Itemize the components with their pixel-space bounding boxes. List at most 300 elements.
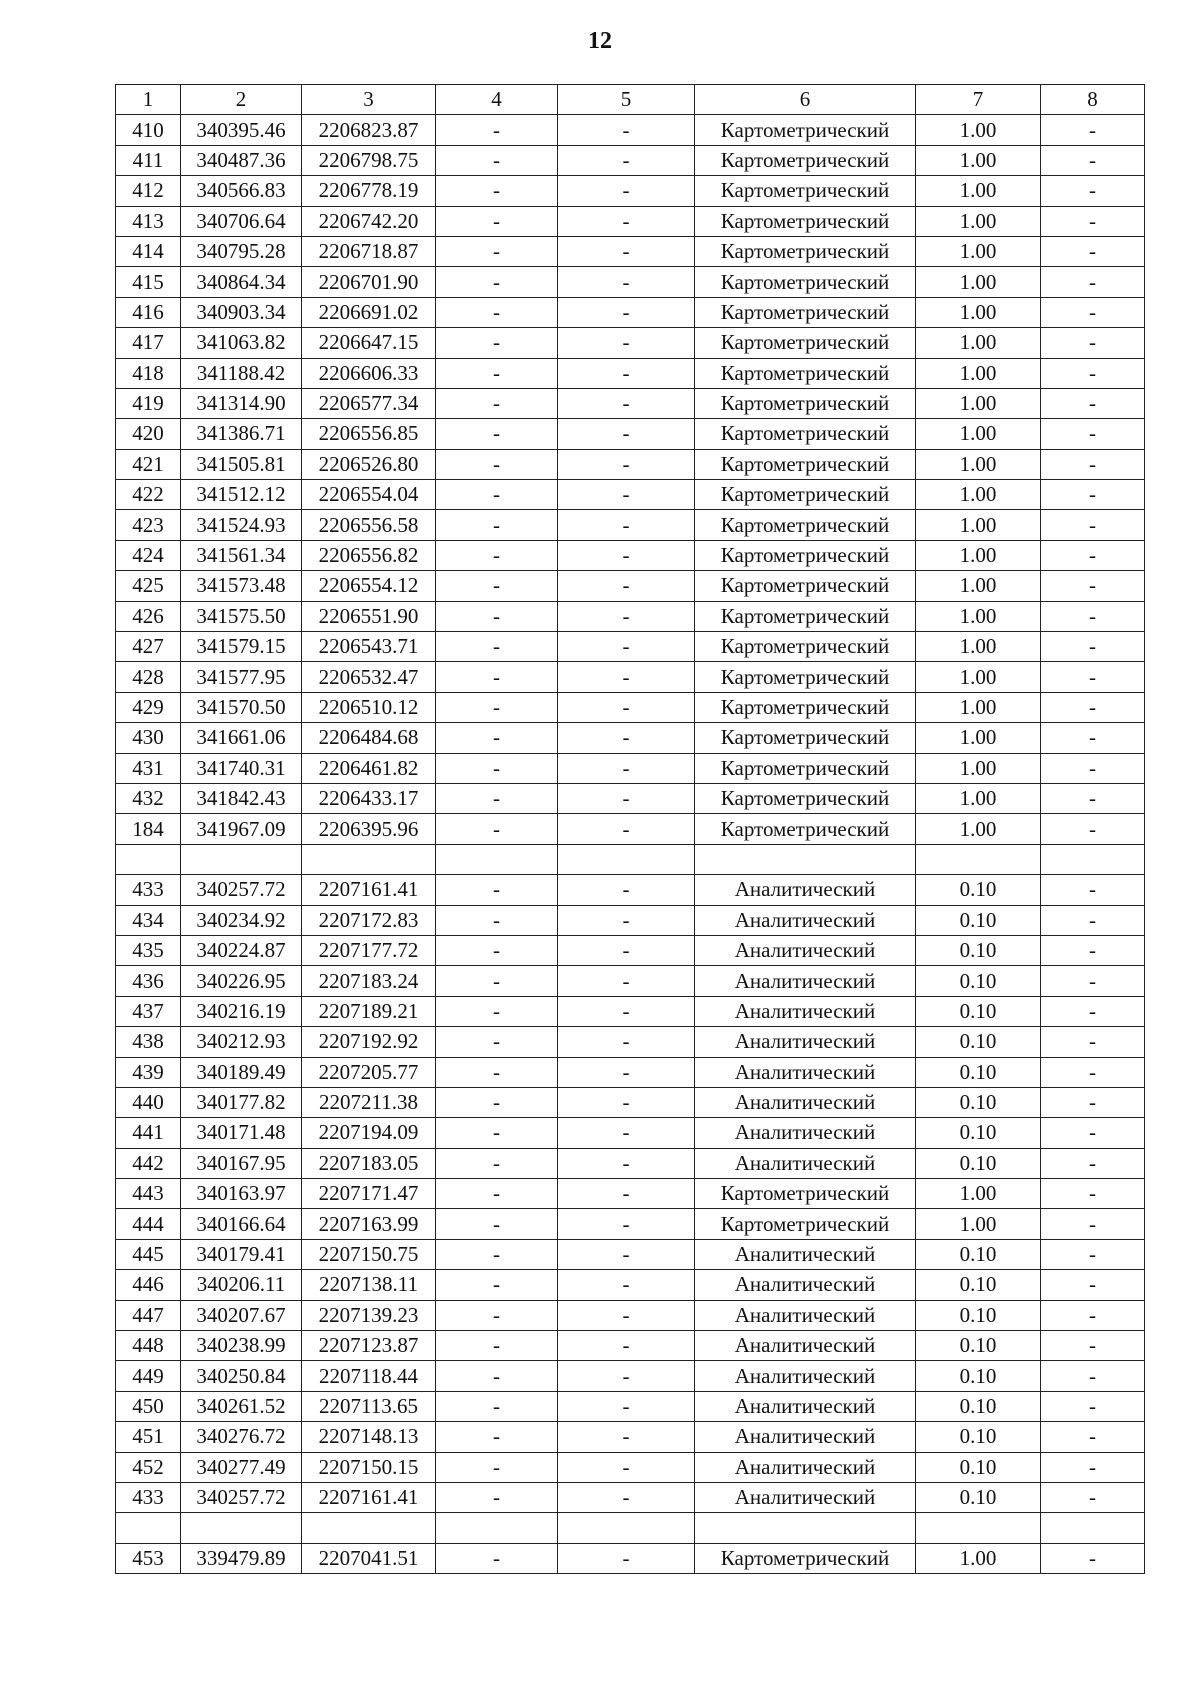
table-cell-col-6: Аналитический bbox=[695, 1118, 916, 1148]
table-cell-col-3: 2206647.15 bbox=[302, 328, 436, 358]
table-cell-col-4: - bbox=[436, 1543, 558, 1573]
table-cell-col-3: 2206556.82 bbox=[302, 540, 436, 570]
table-row bbox=[116, 783, 1145, 813]
table-cell-col-2: 341188.42 bbox=[181, 358, 302, 388]
table-cell-col-3: 2206461.82 bbox=[302, 753, 436, 783]
table-cell-col-6: Картометрический bbox=[695, 297, 916, 327]
table-cell-col-4: - bbox=[436, 145, 558, 175]
table-cell-col-8: - bbox=[1041, 996, 1145, 1026]
table-cell-col-7: 0.10 bbox=[916, 935, 1041, 965]
table-cell-col-3: 2206718.87 bbox=[302, 236, 436, 266]
table-cell-col-8: - bbox=[1041, 1543, 1145, 1573]
table-cell-col-4: - bbox=[436, 449, 558, 479]
table-cell-col-4: - bbox=[436, 935, 558, 965]
table-cell-col-4: - bbox=[436, 328, 558, 358]
table-cell-col-8: - bbox=[1041, 358, 1145, 388]
table-cell-col-2: 341577.95 bbox=[181, 662, 302, 692]
table-cell-col-1: 417 bbox=[116, 328, 181, 358]
table-cell-col-5: - bbox=[558, 632, 695, 662]
table-row bbox=[116, 236, 1145, 266]
table-cell-col-1: 425 bbox=[116, 571, 181, 601]
table-row bbox=[116, 328, 1145, 358]
table-cell-col-3: 2206577.34 bbox=[302, 388, 436, 418]
table-cell-col-3: 2207211.38 bbox=[302, 1087, 436, 1117]
table-cell-col-6: Картометрический bbox=[695, 1209, 916, 1239]
table-cell-col-6: Аналитический bbox=[695, 875, 916, 905]
table-cell-col-3: 2206556.58 bbox=[302, 510, 436, 540]
table-cell-col-8: - bbox=[1041, 1209, 1145, 1239]
table-cell-col-6: Аналитический bbox=[695, 1087, 916, 1117]
table-cell-col-6: Аналитический bbox=[695, 1027, 916, 1057]
table-cell-col-8: - bbox=[1041, 601, 1145, 631]
table-cell-col-8: - bbox=[1041, 935, 1145, 965]
table-cell-col-3: 2207150.75 bbox=[302, 1239, 436, 1269]
table-cell-col-6: Аналитический bbox=[695, 1270, 916, 1300]
table-cell-col-7: 0.10 bbox=[916, 875, 1041, 905]
table-cell-col-2: 340566.83 bbox=[181, 176, 302, 206]
table-cell-col-6: Картометрический bbox=[695, 662, 916, 692]
table-cell-col-6: Картометрический bbox=[695, 236, 916, 266]
table-cell-col-5: - bbox=[558, 1391, 695, 1421]
table-cell-col-8: - bbox=[1041, 1239, 1145, 1269]
table-cell-col-2: 341740.31 bbox=[181, 753, 302, 783]
table-cell-col-3: 2207183.24 bbox=[302, 966, 436, 996]
table-cell-col-3: 2206778.19 bbox=[302, 176, 436, 206]
table-cell-col-1: 442 bbox=[116, 1148, 181, 1178]
table-cell-col-7: 1.00 bbox=[916, 753, 1041, 783]
table-cell-col-1: 451 bbox=[116, 1422, 181, 1452]
table-cell-col-5: - bbox=[558, 1057, 695, 1087]
table-cell-col-7: 1.00 bbox=[916, 723, 1041, 753]
table-cell-col-7: 1.00 bbox=[916, 571, 1041, 601]
table-cell-col-4: - bbox=[436, 966, 558, 996]
table-cell-col-2: 340226.95 bbox=[181, 966, 302, 996]
table-cell-col-4: - bbox=[436, 692, 558, 722]
table-cell-col-3: 2206551.90 bbox=[302, 601, 436, 631]
table-cell-col-1: 433 bbox=[116, 1482, 181, 1512]
table-cell-col-2: 340177.82 bbox=[181, 1087, 302, 1117]
table-cell-col-4: - bbox=[436, 1331, 558, 1361]
table-cell-col-7: 1.00 bbox=[916, 419, 1041, 449]
table-cell-col-4: - bbox=[436, 723, 558, 753]
table-cell-col-7: 1.00 bbox=[916, 297, 1041, 327]
table-cell-col-4: - bbox=[436, 1239, 558, 1269]
table-cell-col-3 bbox=[302, 1513, 436, 1543]
table-row bbox=[116, 966, 1145, 996]
table-cell-col-7: 1.00 bbox=[916, 206, 1041, 236]
table-cell-col-8: - bbox=[1041, 510, 1145, 540]
table-cell-col-5: - bbox=[558, 1209, 695, 1239]
table-cell-col-2: 341570.50 bbox=[181, 692, 302, 722]
table-cell-col-6: Картометрический bbox=[695, 388, 916, 418]
table-cell-col-4: - bbox=[436, 1027, 558, 1057]
table-cell-col-8: - bbox=[1041, 236, 1145, 266]
table-cell-col-1: 437 bbox=[116, 996, 181, 1026]
table-cell-col-2: 341661.06 bbox=[181, 723, 302, 753]
table-cell-col-5: - bbox=[558, 753, 695, 783]
table-cell-col-1: 438 bbox=[116, 1027, 181, 1057]
column-header-2: 2 bbox=[181, 85, 302, 115]
table-row bbox=[116, 1361, 1145, 1391]
table-row bbox=[116, 176, 1145, 206]
table-cell-col-5: - bbox=[558, 571, 695, 601]
table-cell-col-5: - bbox=[558, 1179, 695, 1209]
table-cell-col-7: 0.10 bbox=[916, 1331, 1041, 1361]
table-cell-col-2: 340206.11 bbox=[181, 1270, 302, 1300]
table-cell-col-3: 2207161.41 bbox=[302, 1482, 436, 1512]
table-cell-col-4: - bbox=[436, 510, 558, 540]
table-cell-col-1: 427 bbox=[116, 632, 181, 662]
table-cell-col-2: 340706.64 bbox=[181, 206, 302, 236]
table-cell-col-5: - bbox=[558, 662, 695, 692]
table-cell-col-3: 2207171.47 bbox=[302, 1179, 436, 1209]
table-cell-col-4: - bbox=[436, 814, 558, 844]
table-cell-col-8: - bbox=[1041, 1148, 1145, 1178]
table-cell-col-4: - bbox=[436, 571, 558, 601]
table-cell-col-4: - bbox=[436, 1057, 558, 1087]
table-cell-col-8: - bbox=[1041, 571, 1145, 601]
table-cell-col-1: 453 bbox=[116, 1543, 181, 1573]
table-cell-col-3: 2207148.13 bbox=[302, 1422, 436, 1452]
table-cell-col-3: 2206433.17 bbox=[302, 783, 436, 813]
table-cell-col-5: - bbox=[558, 814, 695, 844]
table-row bbox=[116, 1179, 1145, 1209]
table-cell-col-5: - bbox=[558, 692, 695, 722]
table-cell-col-3: 2207150.15 bbox=[302, 1452, 436, 1482]
table-cell-col-5: - bbox=[558, 996, 695, 1026]
table-cell-col-1: 431 bbox=[116, 753, 181, 783]
table-cell-col-4: - bbox=[436, 1179, 558, 1209]
table-cell-col-8: - bbox=[1041, 692, 1145, 722]
table-cell-col-7 bbox=[916, 844, 1041, 874]
table-row bbox=[116, 1270, 1145, 1300]
table-cell-col-2: 341573.48 bbox=[181, 571, 302, 601]
table-cell-col-1: 429 bbox=[116, 692, 181, 722]
table-cell-col-5: - bbox=[558, 540, 695, 570]
table-cell-col-4: - bbox=[436, 1452, 558, 1482]
table-cell-col-8: - bbox=[1041, 1179, 1145, 1209]
table-cell-col-4: - bbox=[436, 236, 558, 266]
table-cell-col-3: 2206742.20 bbox=[302, 206, 436, 236]
table-cell-col-5 bbox=[558, 844, 695, 874]
table-cell-col-6: Картометрический bbox=[695, 176, 916, 206]
table-cell-col-7: 1.00 bbox=[916, 1543, 1041, 1573]
table-cell-col-3: 2206556.85 bbox=[302, 419, 436, 449]
table-cell-col-6: Картометрический bbox=[695, 632, 916, 662]
table-cell-col-5: - bbox=[558, 1087, 695, 1117]
table-row bbox=[116, 1057, 1145, 1087]
table-cell-col-6: Картометрический bbox=[695, 814, 916, 844]
table-cell-col-8: - bbox=[1041, 297, 1145, 327]
table-cell-col-1: 444 bbox=[116, 1209, 181, 1239]
table-cell-col-6: Аналитический bbox=[695, 1057, 916, 1087]
table-row bbox=[116, 419, 1145, 449]
table-cell-col-1: 450 bbox=[116, 1391, 181, 1421]
table-cell-col-3: 2206554.04 bbox=[302, 480, 436, 510]
table-cell-col-6 bbox=[695, 1513, 916, 1543]
table-cell-col-4: - bbox=[436, 480, 558, 510]
table-cell-col-4: - bbox=[436, 297, 558, 327]
table-cell-col-1: 449 bbox=[116, 1361, 181, 1391]
table-cell-col-3: 2206823.87 bbox=[302, 115, 436, 145]
table-cell-col-2: 340212.93 bbox=[181, 1027, 302, 1057]
table-cell-col-2: 341579.15 bbox=[181, 632, 302, 662]
table-cell-col-5: - bbox=[558, 1331, 695, 1361]
table-cell-col-4: - bbox=[436, 1300, 558, 1330]
table-row bbox=[116, 1239, 1145, 1269]
table-cell-col-6: Аналитический bbox=[695, 905, 916, 935]
table-cell-col-5: - bbox=[558, 935, 695, 965]
table-cell-col-7: 0.10 bbox=[916, 996, 1041, 1026]
table-cell-col-6: Картометрический bbox=[695, 783, 916, 813]
table-cell-col-3: 2206395.96 bbox=[302, 814, 436, 844]
table-cell-col-7: 1.00 bbox=[916, 480, 1041, 510]
table-cell-col-1: 423 bbox=[116, 510, 181, 540]
table-cell-col-2: 341524.93 bbox=[181, 510, 302, 540]
table-cell-col-1: 412 bbox=[116, 176, 181, 206]
table-cell-col-8: - bbox=[1041, 1300, 1145, 1330]
table-cell-col-2: 340238.99 bbox=[181, 1331, 302, 1361]
table-cell-col-5: - bbox=[558, 723, 695, 753]
table-cell-col-5: - bbox=[558, 176, 695, 206]
table-cell-col-3: 2206691.02 bbox=[302, 297, 436, 327]
table-cell-col-8: - bbox=[1041, 267, 1145, 297]
table-cell-col-6: Аналитический bbox=[695, 1482, 916, 1512]
table-cell-col-8: - bbox=[1041, 1452, 1145, 1482]
page-number: 12 bbox=[588, 28, 612, 54]
table-cell-col-7: 0.10 bbox=[916, 1027, 1041, 1057]
table-cell-col-7: 0.10 bbox=[916, 1391, 1041, 1421]
table-cell-col-5: - bbox=[558, 1027, 695, 1057]
table-cell-col-7: 0.10 bbox=[916, 1300, 1041, 1330]
table-cell-col-6: Картометрический bbox=[695, 723, 916, 753]
table-cell-col-8: - bbox=[1041, 449, 1145, 479]
table-cell-col-1: 432 bbox=[116, 783, 181, 813]
table-cell-col-8: - bbox=[1041, 388, 1145, 418]
table-cell-col-1: 452 bbox=[116, 1452, 181, 1482]
table-cell-col-7: 0.10 bbox=[916, 1057, 1041, 1087]
table-cell-col-4: - bbox=[436, 1148, 558, 1178]
table-cell-col-4: - bbox=[436, 540, 558, 570]
table-row bbox=[116, 571, 1145, 601]
table-cell-col-3: 2206526.80 bbox=[302, 449, 436, 479]
table-cell-col-2: 341512.12 bbox=[181, 480, 302, 510]
table-cell-col-3: 2207192.92 bbox=[302, 1027, 436, 1057]
table-cell-col-3: 2206532.47 bbox=[302, 662, 436, 692]
table-cell-col-5: - bbox=[558, 1118, 695, 1148]
table-cell-col-8: - bbox=[1041, 753, 1145, 783]
table-cell-col-7: 1.00 bbox=[916, 267, 1041, 297]
table-cell-col-7: 1.00 bbox=[916, 236, 1041, 266]
table-cell-col-1: 416 bbox=[116, 297, 181, 327]
table-cell-col-5: - bbox=[558, 145, 695, 175]
table-cell-col-1 bbox=[116, 844, 181, 874]
table-cell-col-6: Картометрический bbox=[695, 115, 916, 145]
table-cell-col-8: - bbox=[1041, 419, 1145, 449]
table-cell-col-2: 340261.52 bbox=[181, 1391, 302, 1421]
table-cell-col-7: 1.00 bbox=[916, 388, 1041, 418]
table-cell-col-8: - bbox=[1041, 1027, 1145, 1057]
table-cell-col-6: Картометрический bbox=[695, 328, 916, 358]
table-cell-col-6: Картометрический bbox=[695, 480, 916, 510]
table-cell-col-1: 413 bbox=[116, 206, 181, 236]
table-cell-col-5: - bbox=[558, 297, 695, 327]
table-cell-col-8 bbox=[1041, 844, 1145, 874]
table-cell-col-6: Картометрический bbox=[695, 692, 916, 722]
table-row bbox=[116, 1209, 1145, 1239]
table-cell-col-2: 340250.84 bbox=[181, 1361, 302, 1391]
table-row bbox=[116, 692, 1145, 722]
table-cell-col-2: 340179.41 bbox=[181, 1239, 302, 1269]
table-cell-col-8: - bbox=[1041, 1331, 1145, 1361]
table-cell-col-1: 443 bbox=[116, 1179, 181, 1209]
table-cell-col-3: 2207113.65 bbox=[302, 1391, 436, 1421]
table-row bbox=[116, 996, 1145, 1026]
table-cell-col-7: 1.00 bbox=[916, 1179, 1041, 1209]
table-cell-col-2: 341561.34 bbox=[181, 540, 302, 570]
table-cell-col-2: 340487.36 bbox=[181, 145, 302, 175]
table-cell-col-6: Аналитический bbox=[695, 1391, 916, 1421]
table-cell-col-5: - bbox=[558, 1300, 695, 1330]
table-cell-col-4: - bbox=[436, 388, 558, 418]
table-cell-col-4: - bbox=[436, 1209, 558, 1239]
table-cell-col-5 bbox=[558, 1513, 695, 1543]
table-row bbox=[116, 1543, 1145, 1573]
table-cell-col-4: - bbox=[436, 1270, 558, 1300]
table-row bbox=[116, 510, 1145, 540]
table-separator-row bbox=[116, 844, 1145, 874]
table-cell-col-6: Картометрический bbox=[695, 267, 916, 297]
table-cell-col-5: - bbox=[558, 510, 695, 540]
table-cell-col-3: 2207183.05 bbox=[302, 1148, 436, 1178]
table-cell-col-5: - bbox=[558, 267, 695, 297]
table-cell-col-5: - bbox=[558, 1482, 695, 1512]
table-cell-col-6: Аналитический bbox=[695, 1148, 916, 1178]
table-cell-col-8: - bbox=[1041, 145, 1145, 175]
table-cell-col-5: - bbox=[558, 875, 695, 905]
table-cell-col-6: Аналитический bbox=[695, 1300, 916, 1330]
table-row bbox=[116, 905, 1145, 935]
table-cell-col-3: 2207189.21 bbox=[302, 996, 436, 1026]
table-cell-col-6: Картометрический bbox=[695, 419, 916, 449]
table-cell-col-2: 340795.28 bbox=[181, 236, 302, 266]
table-cell-col-3: 2206554.12 bbox=[302, 571, 436, 601]
table-cell-col-1: 448 bbox=[116, 1331, 181, 1361]
table-cell-col-3: 2206701.90 bbox=[302, 267, 436, 297]
table-cell-col-2: 340216.19 bbox=[181, 996, 302, 1026]
table-cell-col-7: 0.10 bbox=[916, 1239, 1041, 1269]
table-cell-col-5: - bbox=[558, 1270, 695, 1300]
coordinates-table bbox=[115, 84, 1145, 1574]
table-cell-col-3: 2206798.75 bbox=[302, 145, 436, 175]
table-cell-col-2: 341842.43 bbox=[181, 783, 302, 813]
table-row bbox=[116, 1452, 1145, 1482]
table-cell-col-1: 414 bbox=[116, 236, 181, 266]
table-cell-col-1: 424 bbox=[116, 540, 181, 570]
table-cell-col-4 bbox=[436, 844, 558, 874]
table-row bbox=[116, 814, 1145, 844]
table-cell-col-2 bbox=[181, 1513, 302, 1543]
table-cell-col-3: 2206510.12 bbox=[302, 692, 436, 722]
table-cell-col-3: 2207139.23 bbox=[302, 1300, 436, 1330]
table-cell-col-3: 2207177.72 bbox=[302, 935, 436, 965]
table-cell-col-7: 1.00 bbox=[916, 783, 1041, 813]
table-cell-col-7: 1.00 bbox=[916, 662, 1041, 692]
table-row bbox=[116, 480, 1145, 510]
table-cell-col-7: 0.10 bbox=[916, 1087, 1041, 1117]
table-cell-col-1: 410 bbox=[116, 115, 181, 145]
table-cell-col-7: 0.10 bbox=[916, 1482, 1041, 1512]
table-cell-col-4: - bbox=[436, 905, 558, 935]
table-cell-col-5: - bbox=[558, 1361, 695, 1391]
table-row bbox=[116, 115, 1145, 145]
table-cell-col-8: - bbox=[1041, 1361, 1145, 1391]
coordinates-table-container bbox=[115, 84, 1145, 1574]
table-cell-col-6: Картометрический bbox=[695, 206, 916, 236]
table-cell-col-7: 1.00 bbox=[916, 449, 1041, 479]
table-cell-col-8: - bbox=[1041, 632, 1145, 662]
table-row bbox=[116, 662, 1145, 692]
table-row bbox=[116, 935, 1145, 965]
table-cell-col-6: Аналитический bbox=[695, 966, 916, 996]
table-cell-col-7: 1.00 bbox=[916, 1209, 1041, 1239]
table-cell-col-2: 340207.67 bbox=[181, 1300, 302, 1330]
table-cell-col-4: - bbox=[436, 601, 558, 631]
table-cell-col-4: - bbox=[436, 1361, 558, 1391]
table-cell-col-1: 420 bbox=[116, 419, 181, 449]
table-cell-col-5: - bbox=[558, 783, 695, 813]
table-row bbox=[116, 632, 1145, 662]
table-cell-col-2: 340224.87 bbox=[181, 935, 302, 965]
table-cell-col-1: 445 bbox=[116, 1239, 181, 1269]
table-cell-col-3: 2207205.77 bbox=[302, 1057, 436, 1087]
table-cell-col-6: Аналитический bbox=[695, 1422, 916, 1452]
table-cell-col-6: Картометрический bbox=[695, 358, 916, 388]
table-cell-col-5: - bbox=[558, 1239, 695, 1269]
table-cell-col-2: 339479.89 bbox=[181, 1543, 302, 1573]
table-cell-col-1: 421 bbox=[116, 449, 181, 479]
table-cell-col-7 bbox=[916, 1513, 1041, 1543]
table-cell-col-1 bbox=[116, 1513, 181, 1543]
table-cell-col-5: - bbox=[558, 1452, 695, 1482]
table-cell-col-6: Картометрический bbox=[695, 753, 916, 783]
table-row bbox=[116, 1422, 1145, 1452]
table-cell-col-3: 2207161.41 bbox=[302, 875, 436, 905]
table-cell-col-6: Картометрический bbox=[695, 449, 916, 479]
table-cell-col-5: - bbox=[558, 905, 695, 935]
table-cell-col-7: 1.00 bbox=[916, 540, 1041, 570]
table-cell-col-6: Картометрический bbox=[695, 601, 916, 631]
table-cell-col-4: - bbox=[436, 115, 558, 145]
column-header-4: 4 bbox=[436, 85, 558, 115]
table-row bbox=[116, 875, 1145, 905]
table-cell-col-6: Аналитический bbox=[695, 1452, 916, 1482]
table-cell-col-5: - bbox=[558, 358, 695, 388]
table-cell-col-7: 1.00 bbox=[916, 632, 1041, 662]
table-cell-col-1: 422 bbox=[116, 480, 181, 510]
table-row bbox=[116, 358, 1145, 388]
table-cell-col-4: - bbox=[436, 267, 558, 297]
table-cell-col-5: - bbox=[558, 419, 695, 449]
table-cell-col-1: 436 bbox=[116, 966, 181, 996]
table-cell-col-8: - bbox=[1041, 966, 1145, 996]
column-header-8: 8 bbox=[1041, 85, 1145, 115]
table-row bbox=[116, 723, 1145, 753]
table-row bbox=[116, 1331, 1145, 1361]
table-cell-col-6: Аналитический bbox=[695, 996, 916, 1026]
table-row bbox=[116, 1482, 1145, 1512]
table-cell-col-8: - bbox=[1041, 662, 1145, 692]
